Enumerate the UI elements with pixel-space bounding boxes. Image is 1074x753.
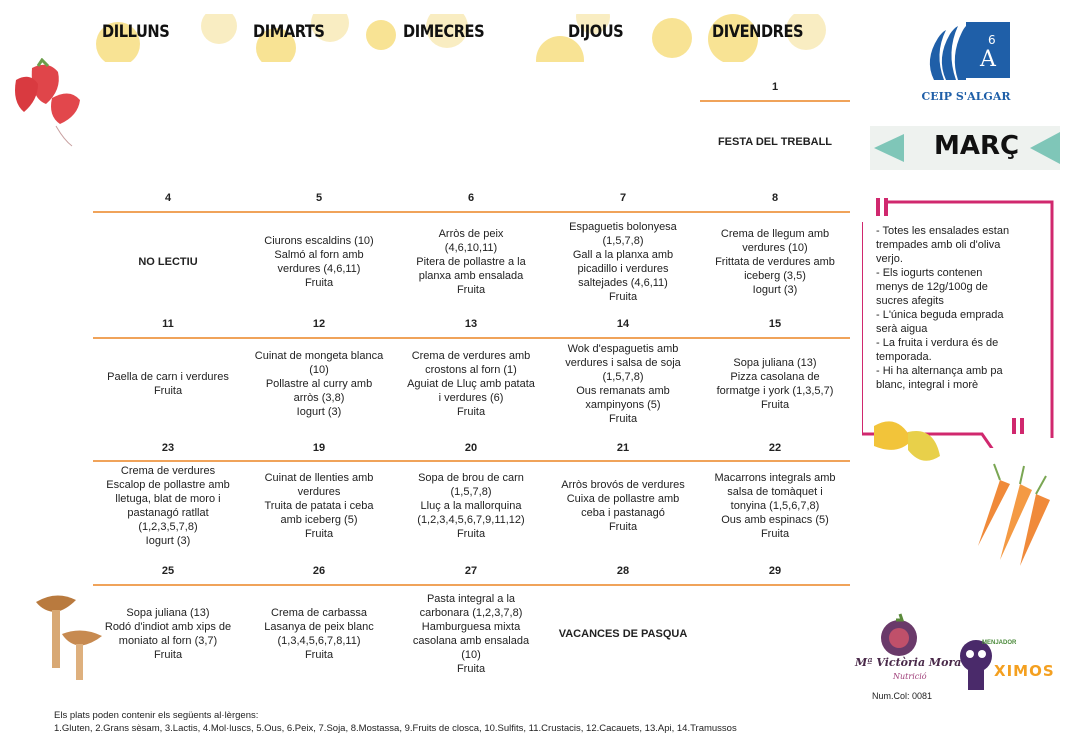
menu-line: Fruita (304, 649, 334, 661)
weekday-labels (0, 0, 1074, 62)
brand-tag: MENJADOR (982, 640, 1017, 646)
menu-line: i verdures (6) (438, 392, 504, 404)
note-line: - L'única beguda emprada (876, 309, 1004, 321)
day-monday: DILLUNS (102, 22, 170, 42)
row-divider-week2 (93, 211, 850, 213)
note-line: - Hi ha alternança amb pa (876, 365, 1003, 377)
day-number: 7 (619, 192, 627, 204)
registration-number: Num.Col: 0081 (872, 691, 933, 701)
menu-line: (4,6,10,11) (444, 242, 498, 254)
day-thursday: DIJOUS (568, 22, 624, 42)
menu-line: Arròs brovós de verdures (561, 479, 685, 491)
row-divider-week1 (700, 100, 850, 102)
menu-line: Fruita (760, 528, 790, 540)
menu-cell (93, 464, 243, 548)
svg-text:6: 6 (988, 33, 996, 47)
menu-cell (700, 356, 850, 412)
day-number: 14 (616, 318, 630, 330)
day-number: 11 (162, 318, 174, 330)
menu-line: (1,5,7,8) (602, 371, 644, 383)
note-line: blanc, integral i morè (876, 379, 979, 391)
strawberry-illustration (12, 58, 90, 150)
menu-cell (700, 471, 850, 541)
menu-line: Fruita (456, 528, 486, 540)
menu-line: Arròs de peix (438, 228, 504, 240)
menu-line: crostons al forn (1) (425, 364, 517, 376)
day-number: 4 (164, 192, 172, 204)
school-name: CEIP S'ALGAR (921, 90, 1011, 103)
menu-line: Crema de llegum amb (720, 228, 830, 240)
nutritionist-role: Nutrició (893, 672, 927, 681)
day-number: 15 (768, 318, 782, 330)
menu-line: Ous remanats amb (576, 385, 670, 397)
menu-line: Fruita (153, 649, 183, 661)
menu-line: Pitera de pollastre a la (416, 256, 526, 268)
note-line: sucres afegits (876, 295, 944, 307)
menu-line: Iogurt (3) (145, 535, 191, 547)
menu-line: Hamburguesa mixta (421, 621, 521, 633)
menu-line: Iogurt (3) (296, 406, 342, 418)
menu-line: (10) (461, 649, 481, 661)
menu-cell (244, 349, 394, 419)
menu-line: Fruita (456, 663, 486, 675)
day-number: 8 (771, 192, 779, 204)
day-number: 23 (161, 442, 175, 454)
menu-cell (396, 227, 546, 297)
menu-line: Sopa de brou de carn (418, 472, 524, 484)
day-number: 13 (464, 318, 478, 330)
brand-name: XIMOS (994, 662, 1055, 680)
menu-line: Ciurons escaldins (10) (264, 235, 374, 247)
left-arrow-decoration (874, 134, 904, 162)
menu-line: Fruita (608, 413, 638, 425)
menu-line: NO LECTIU (138, 256, 198, 268)
menu-line: Salmó al forn amb (274, 249, 364, 261)
menu-line: arròs (3,8) (293, 392, 345, 404)
menu-cell (396, 592, 546, 676)
leaves-illustration (868, 416, 948, 486)
menu-line: Gall a la planxa amb (572, 249, 674, 261)
menu-line: xampinyons (5) (585, 399, 661, 411)
menu-line: Sopa juliana (13) (733, 357, 817, 369)
right-arrow-decoration (1030, 132, 1060, 164)
menu-line: (1,3,4,5,6,7,8,11) (277, 635, 361, 647)
menu-line: (1,2,3,4,5,6,7,9,11,12) (417, 514, 525, 526)
menu-line: Paella de carn i verdures (107, 371, 229, 383)
menu-line: Iogurt (3) (752, 284, 798, 296)
day-number: 25 (161, 565, 175, 577)
month-title: MARÇ (934, 131, 1020, 161)
menu-line: VACANCES DE PASQUA (558, 628, 688, 640)
day-number: 22 (768, 442, 782, 454)
school-logo (916, 20, 1016, 106)
note-line: menys de 12g/100g de (876, 281, 988, 293)
day-event (700, 135, 850, 149)
menu-line: picadillo i verdures (577, 263, 669, 275)
day-number: 28 (616, 565, 630, 577)
day-tuesday: DIMARTS (253, 22, 325, 42)
day-number: 21 (616, 442, 630, 454)
menu-line: verdures i salsa de soja (565, 357, 681, 369)
menu-line: Macarrons integrals amb (714, 472, 836, 484)
menu-cell (700, 227, 850, 297)
menu-line: planxa amb ensalada (418, 270, 524, 282)
menu-cell (548, 342, 698, 426)
menu-cell (93, 370, 243, 398)
menu-line: Crema de verdures (120, 465, 216, 477)
menu-line: (1,5,7,8) (450, 486, 492, 498)
row-divider-week5 (93, 584, 850, 586)
menu-line: Cuixa de pollastre amb (566, 493, 680, 505)
menu-cell (548, 478, 698, 534)
menu-line: (1,5,7,8) (602, 235, 644, 247)
note-line: verjo. (876, 253, 903, 265)
menu-cell (396, 471, 546, 541)
day-number: 5 (315, 192, 323, 204)
menu-line: Cuinat de mongeta blanca (254, 350, 384, 362)
menu-line: (10) (309, 364, 329, 376)
day-wednesday: DIMECRES (403, 22, 485, 42)
menu-line: Cuinat de llenties amb (264, 472, 374, 484)
day-event (93, 255, 243, 269)
menu-line: Lluç a la mallorquina (420, 500, 522, 512)
menu-cell (93, 606, 243, 662)
menu-line: amb iceberg (5) (280, 514, 358, 526)
menu-line: Lasanya de peix blanc (264, 621, 374, 633)
note-line: - La fruita i verdura és de (876, 337, 999, 349)
day-friday: DIVENDRES (712, 22, 804, 42)
menu-line: Crema de carbassa (271, 607, 367, 619)
note-line: trempades amb oli d'oliva (876, 239, 1001, 251)
menu-line: verdures (297, 486, 341, 498)
menu-line: casolana amb ensalada (412, 635, 530, 647)
day-number: 6 (467, 192, 475, 204)
row-divider-week4 (93, 460, 850, 462)
day-number: 19 (312, 442, 326, 454)
day-number: 27 (464, 565, 478, 577)
menu-line: Pasta integral a la (426, 593, 516, 605)
menu-cell (244, 471, 394, 541)
day-number: 1 (771, 81, 779, 93)
menu-line: ceba i pastanagó (581, 507, 665, 519)
menu-cell (396, 349, 546, 419)
menu-line: Fruita (153, 385, 183, 397)
menu-cell (244, 606, 394, 662)
day-number: 26 (312, 565, 326, 577)
menu-line: FESTA DEL TREBALL (717, 136, 833, 148)
menu-line: Crema de verdures amb (411, 350, 531, 362)
note-line: temporada. (876, 351, 932, 363)
month-banner (870, 126, 1060, 170)
menu-line: Wok d'espaguetis amb (567, 343, 679, 355)
menu-line: Pizza casolana de (730, 371, 820, 383)
menu-line: Ous amb espinacs (5) (721, 514, 829, 526)
carrots-illustration (970, 460, 1060, 570)
menu-cell (244, 234, 394, 290)
menu-line: saltejades (4,6,11) (578, 277, 668, 289)
menu-line: (1,2,3,5,7,8) (138, 521, 198, 533)
mushroom-illustration (32, 590, 112, 690)
row-divider-week3 (93, 337, 850, 339)
menu-line: Espaguetis bolonyesa (569, 221, 677, 233)
menu-line: Truita de patata i ceba (264, 500, 374, 512)
waves-logo-icon (916, 20, 1016, 90)
allergens-title: Els plats poden contenir els següents al·lèrgens: (54, 710, 259, 721)
menu-line: salsa de tomàquet i (727, 486, 823, 498)
menu-line: Fruita (456, 406, 486, 418)
day-number: 29 (768, 565, 782, 577)
allergens-footer (54, 709, 737, 735)
menu-line: Aguiat de Lluç amb patata (407, 378, 535, 390)
menu-line: Fruita (608, 521, 638, 533)
menu-line: Fruita (304, 528, 334, 540)
notes-box (862, 198, 1054, 448)
note-line: serà aigua (876, 323, 928, 335)
menu-cell (548, 220, 698, 304)
menu-line: pastanagó ratllat (127, 507, 209, 519)
menu-line: moniato al forn (3,7) (118, 635, 218, 647)
menu-line: Fruita (304, 277, 334, 289)
menu-line: Frittata de verdures amb (715, 256, 835, 268)
menu-line: Rodó d'indiot amb xips de (104, 621, 232, 633)
menu-line: tonyina (1,5,6,7,8) (730, 500, 820, 512)
menu-line: lletuga, blat de moro i (115, 493, 221, 505)
nutritionist-name: Mª Victòria Mora (855, 656, 962, 669)
menu-line: Pollastre al curry amb (265, 378, 373, 390)
note-line: - Totes les ensalades estan (876, 225, 1010, 237)
allergens-list: 1.Gluten, 2.Grans sèsam, 3.Lactis, 4.Mol·luscs, 5.Ous, 6.Peix, 7.Soja, 8.Mostassa, 9.Fruits de closca, 10.Sulfits, 11.Crustacis, 12.Cacauets, 13.Api, 14.Tramussos (54, 723, 737, 734)
day-event (548, 627, 698, 641)
menu-line: Escalop de pollastre amb (106, 479, 230, 491)
fig-icon (876, 612, 922, 658)
day-number: 20 (464, 442, 478, 454)
menu-line: verdures (4,6,11) (277, 263, 361, 275)
notes-list (876, 224, 1046, 392)
menu-line: formatge i york (1,3,5,7) (716, 385, 834, 397)
menu-line: Fruita (456, 284, 486, 296)
note-line: - Els iogurts contenen (876, 267, 983, 279)
menu-line: carbonara (1,2,3,7,8) (419, 607, 523, 619)
day-number: 12 (312, 318, 326, 330)
svg-text:A: A (980, 47, 996, 72)
menu-line: verdures (10) (742, 242, 808, 254)
menu-line: Fruita (608, 291, 638, 303)
menu-line: Sopa juliana (13) (126, 607, 210, 619)
menu-line: iceberg (3,5) (744, 270, 806, 282)
menu-line: Fruita (760, 399, 790, 411)
